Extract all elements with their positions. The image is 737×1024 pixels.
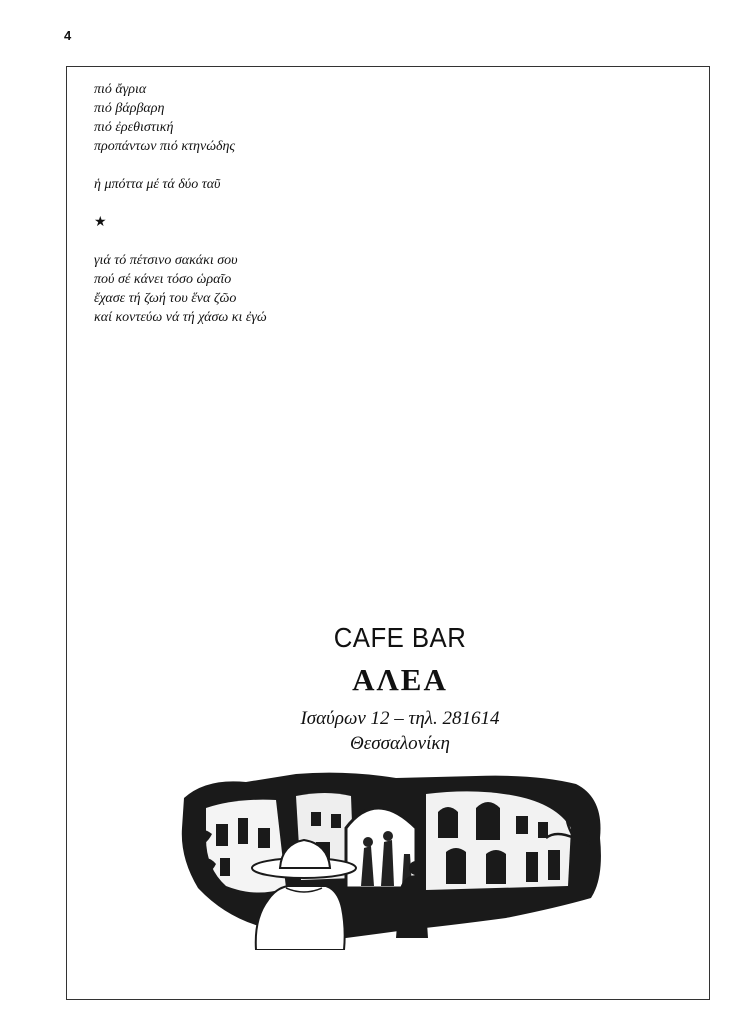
ad-heading: CAFE BAR	[333, 622, 467, 653]
stanza-gap	[94, 194, 454, 213]
poem-line: καί κοντεύω νά τή χάσω κι ἐγώ	[94, 310, 267, 325]
poem-line: προπάντων πιό κτηνώδης	[94, 139, 236, 154]
poem	[94, 80, 454, 327]
poem-line: ἡ μπόττα μέ τά δύο ταῦ	[94, 177, 221, 192]
star-divider-icon: ★	[94, 215, 107, 230]
ad-address: Ισαύρων 12 – τηλ. 281614	[300, 708, 500, 729]
poem-line: γιά τό πέτσινο σακάκι σου	[94, 253, 238, 268]
poem-line: πιό βάρβαρη	[94, 101, 165, 116]
stanza-gap	[94, 156, 454, 175]
poem-line: ἔχασε τή ζωή του ἕνα ζῶο	[94, 291, 237, 306]
poem-line: πιό ἄγρια	[94, 82, 147, 97]
street-scene-illustration	[176, 768, 606, 950]
stanza-gap	[94, 232, 454, 251]
ad-business-name: ΑΛΕΑ	[352, 662, 448, 697]
poem-line: πού σέ κάνει τόσο ὡραῖο	[94, 272, 232, 287]
ad-city: Θεσσαλονίκη	[350, 733, 450, 754]
page-number: 4	[64, 28, 72, 43]
poem-line: πιό ἐρεθιστική	[94, 120, 174, 135]
